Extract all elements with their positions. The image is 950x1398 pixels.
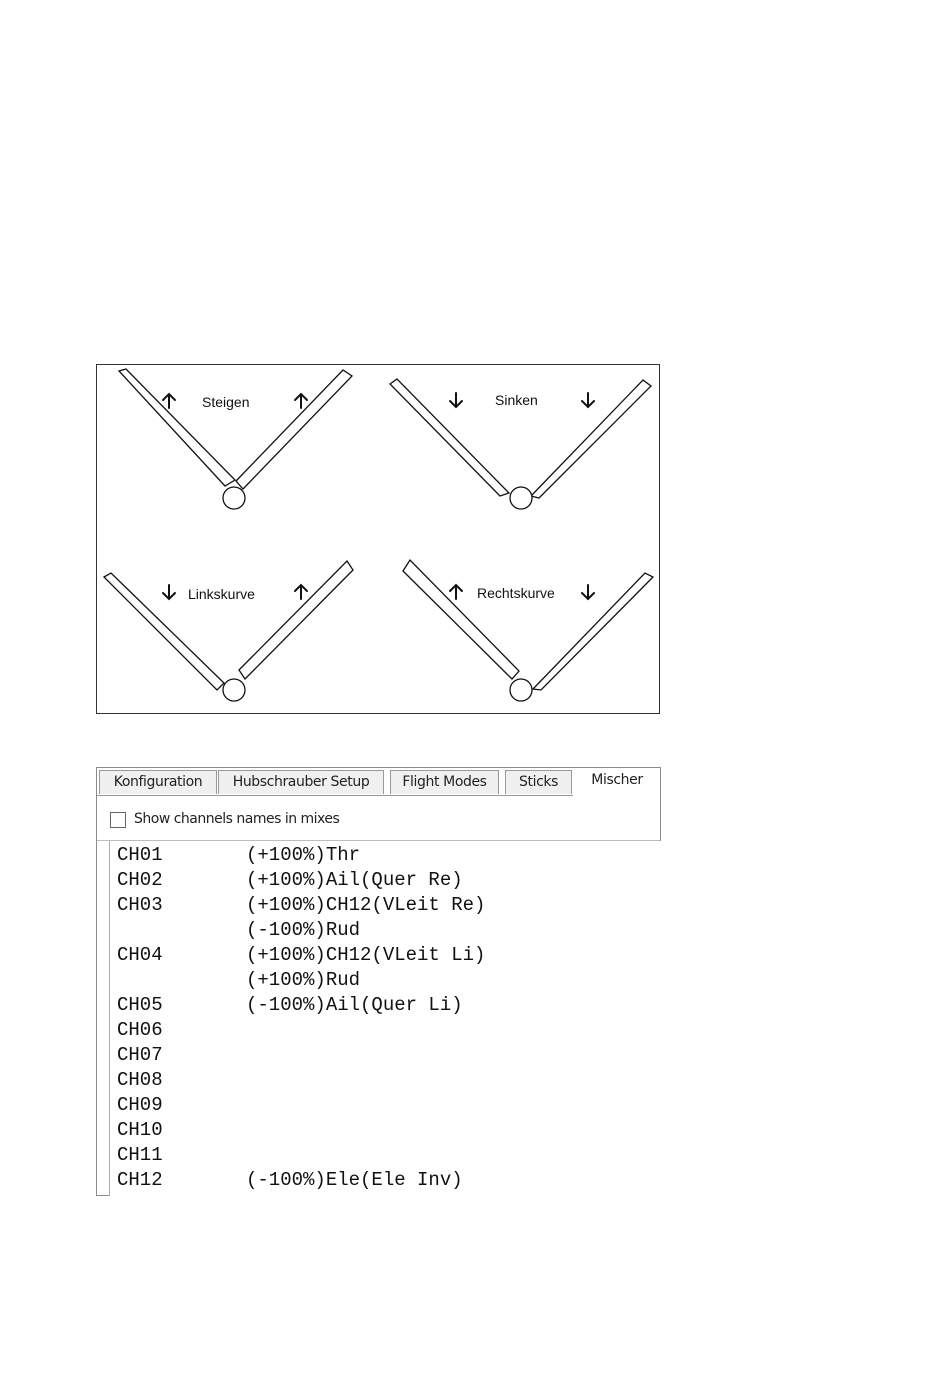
sinken-right-down-arrow-icon — [582, 393, 594, 407]
sinken-right-surface — [531, 380, 651, 498]
channel-id: CH05 — [117, 994, 163, 1016]
mix-text: (-100%)Ail(Quer Li) — [246, 994, 463, 1016]
linkskurve-label: Linkskurve — [188, 586, 255, 602]
channel-id: CH11 — [117, 1144, 163, 1166]
sinken-left-surface — [390, 379, 509, 496]
channel-id: CH01 — [117, 844, 163, 866]
mix-text: (+100%)CH12(VLeit Li) — [246, 944, 486, 966]
v-tail-diagram — [96, 364, 660, 714]
v-tail-drawing — [97, 365, 661, 715]
steigen-left-up-arrow-icon — [163, 394, 175, 408]
show-channel-names-checkbox[interactable] — [110, 812, 126, 828]
mix-text: (+100%)Ail(Quer Re) — [246, 869, 463, 891]
channel-id: CH06 — [117, 1019, 163, 1041]
channel-id: CH07 — [117, 1044, 163, 1066]
tab-mischer[interactable]: Mischer — [574, 768, 660, 796]
rechtskurve-left-surface — [403, 560, 519, 679]
linkskurve-right-up-arrow-icon — [295, 585, 307, 599]
mix-text: (-100%)Ele(Ele Inv) — [246, 1169, 463, 1191]
steigen-right-up-arrow-icon — [295, 394, 307, 408]
tab-bar — [97, 768, 660, 796]
mix-text: (-100%)Rud — [246, 919, 361, 941]
tab-konfiguration[interactable]: Konfiguration — [99, 770, 217, 794]
linkskurve-hinge — [223, 679, 245, 701]
channel-id: CH10 — [117, 1119, 163, 1141]
show-channel-names-label: Show channels names in mixes — [134, 811, 340, 827]
sinken-label: Sinken — [495, 392, 538, 408]
steigen-right-surface — [236, 370, 352, 489]
channel-id: CH12 — [117, 1169, 163, 1191]
sinken-left-down-arrow-icon — [450, 393, 462, 407]
mix-text: (+100%)CH12(VLeit Re) — [246, 894, 486, 916]
tab-hubschrauber-setup[interactable]: Hubschrauber Setup — [218, 770, 384, 794]
mix-text: (+100%)Rud — [246, 969, 361, 991]
linkskurve-right-surface — [239, 561, 353, 679]
channel-id: CH08 — [117, 1069, 163, 1091]
steigen-left-surface — [119, 369, 235, 486]
rechtskurve-left-up-arrow-icon — [450, 585, 462, 599]
sinken-hinge — [510, 487, 532, 509]
mix-text: (+100%)Thr — [246, 844, 361, 866]
mixer-panel — [96, 767, 661, 1196]
linkskurve-left-down-arrow-icon — [163, 585, 175, 599]
channel-id: CH03 — [117, 894, 163, 916]
steigen-label: Steigen — [202, 394, 250, 410]
channel-id: CH09 — [117, 1094, 163, 1116]
tab-divider — [97, 795, 573, 796]
rechtskurve-label: Rechtskurve — [477, 585, 555, 601]
tab-sticks[interactable]: Sticks — [505, 770, 572, 794]
rechtskurve-hinge — [510, 679, 532, 701]
tab-flight-modes[interactable]: Flight Modes — [390, 770, 499, 794]
steigen-hinge — [223, 487, 245, 509]
rechtskurve-right-down-arrow-icon — [582, 585, 594, 599]
mixer-list[interactable] — [109, 841, 661, 1196]
channel-id: CH02 — [117, 869, 163, 891]
channel-id: CH04 — [117, 944, 163, 966]
